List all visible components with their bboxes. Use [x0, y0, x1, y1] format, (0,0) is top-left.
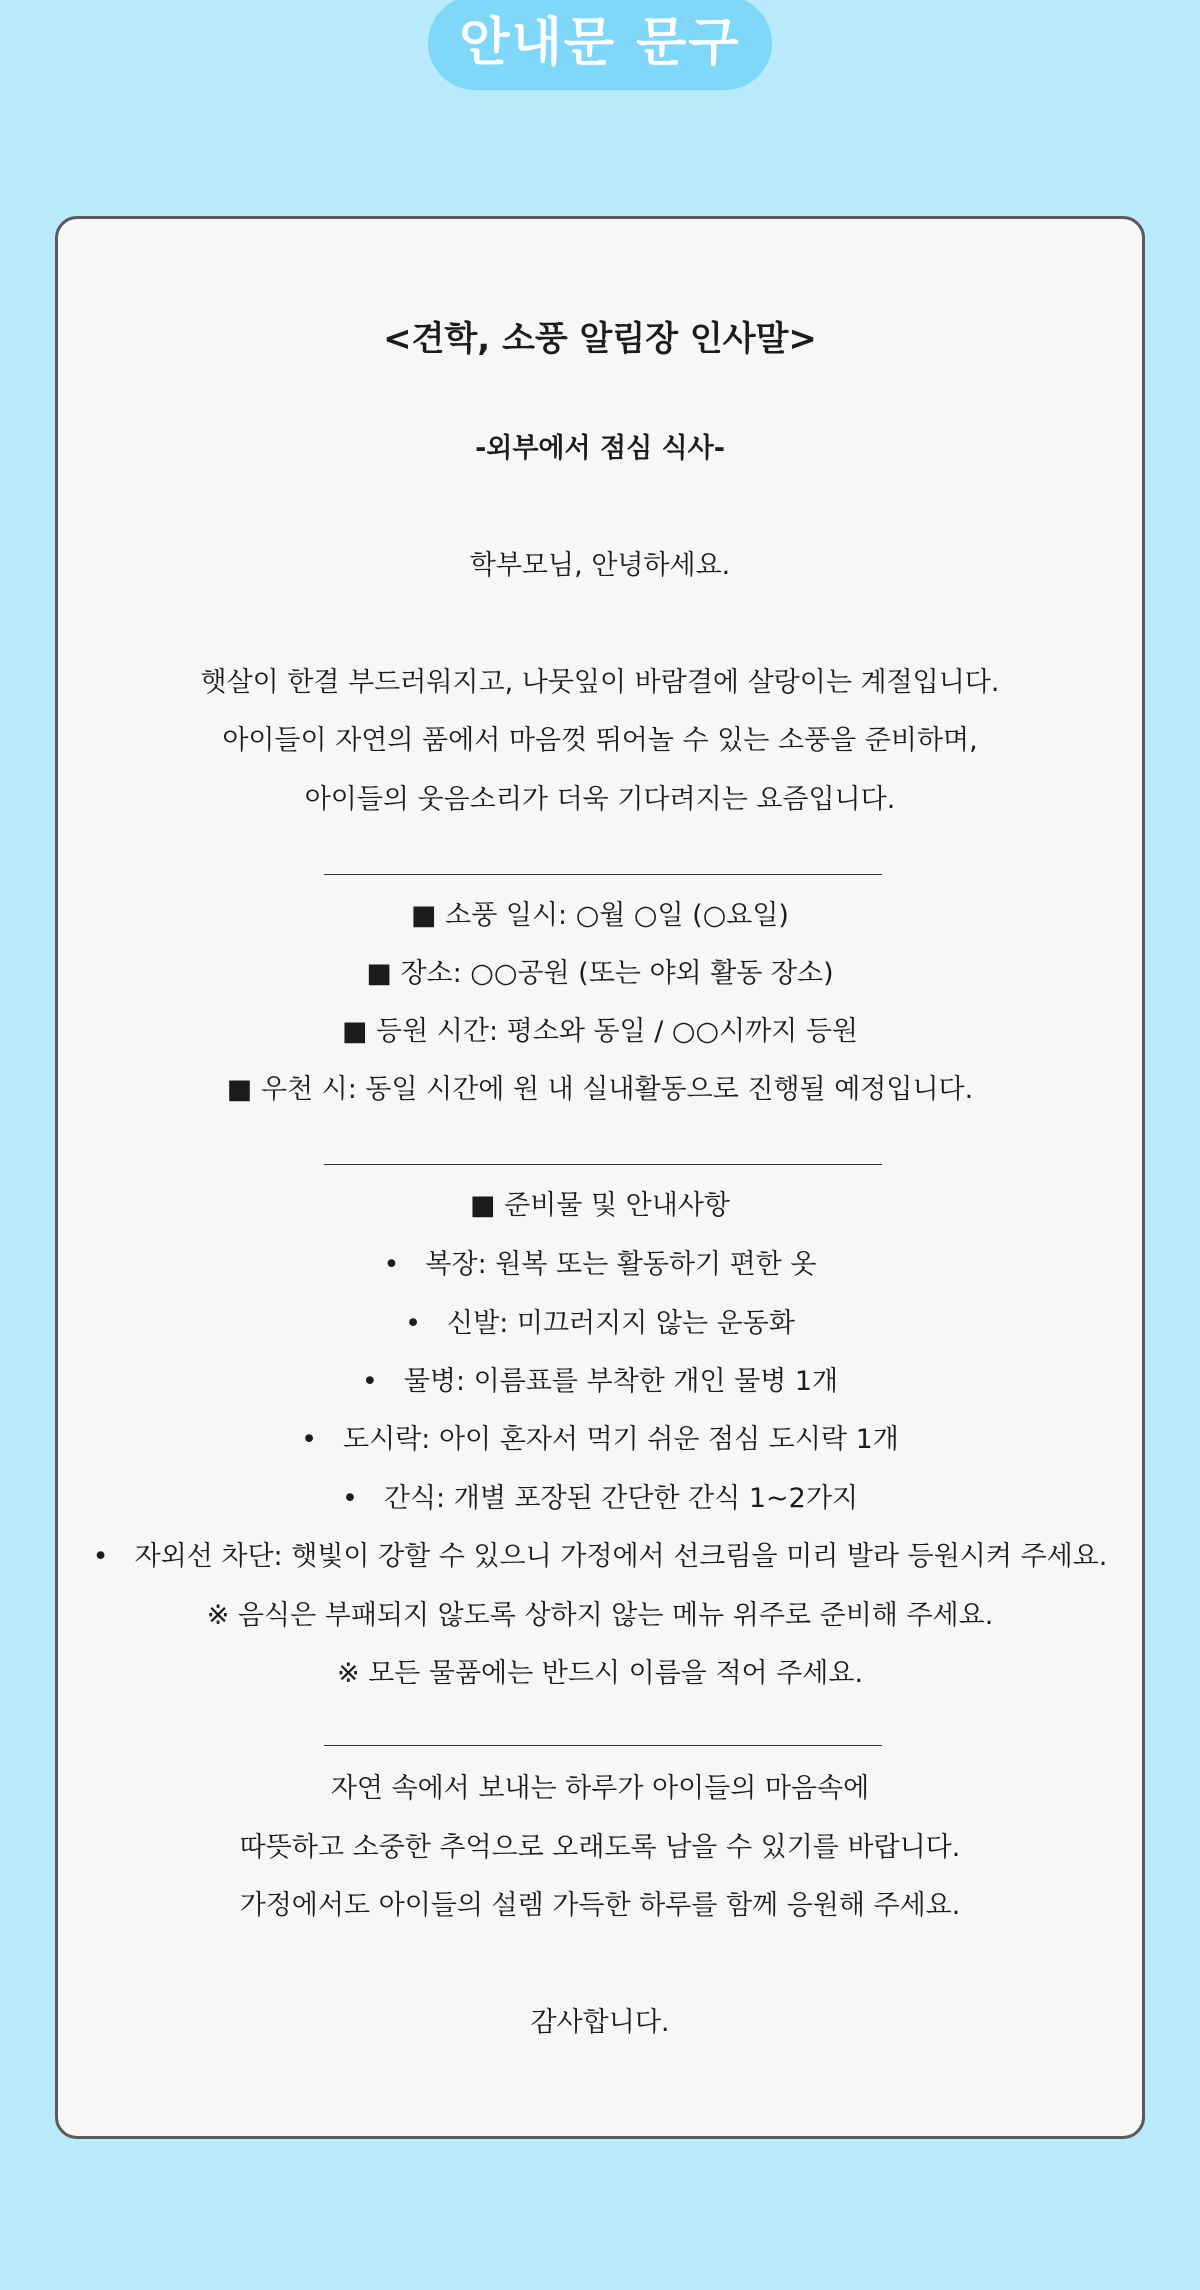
detail-rain-plan: ■ 우천 시: 동일 시간에 원 내 실내활동으로 진행될 예정입니다. [226, 1074, 974, 1105]
divider-2 [324, 1164, 882, 1165]
prep-item-text: 자외선 차단: 햇빛이 강할 수 있으니 가정에서 선크림을 미리 발라 등원시켜 주세요. [134, 1541, 1108, 1572]
prep-item-snack [58, 1479, 1142, 1519]
header-title: 안내문 문구 [459, 13, 741, 73]
prep-item-shoes [58, 1304, 1142, 1344]
prep-item-clothing [58, 1245, 1142, 1285]
intro-line-3: 아이들의 웃음소리가 더욱 기다려지는 요즘입니다. [304, 784, 896, 815]
intro-line-1: 햇살이 한결 부드러워지고, 나뭇잎이 바람결에 살랑이는 계절입니다. [200, 667, 1000, 698]
closing-line-3: 가정에서도 아이들의 설렘 가득한 하루를 함께 응원해 주세요. [239, 1890, 961, 1921]
prep-item-water-bottle [58, 1362, 1142, 1402]
note-names: ※ 모든 물품에는 반드시 이름을 적어 주세요. [336, 1658, 864, 1689]
closing-line-2: 따뜻하고 소중한 추억으로 오래도록 남을 수 있기를 바랍니다. [239, 1832, 961, 1863]
detail-arrival-time: ■ 등원 시간: 평소와 동일 / ○○시까지 등원 [341, 1016, 859, 1047]
notice-card [55, 216, 1145, 2139]
bullet-icon: • [301, 1424, 318, 1455]
prep-item-text: 신발: 미끄러지지 않는 운동화 [447, 1308, 795, 1339]
divider-3 [324, 1745, 882, 1746]
prep-heading: ■ 준비물 및 안내사항 [470, 1190, 730, 1221]
detail-date: ■ 소풍 일시: ○월 ○일 (○요일) [411, 900, 789, 931]
bullet-icon: • [383, 1249, 400, 1280]
header-title-badge [428, 0, 772, 90]
detail-place: ■ 장소: ○○공원 (또는 야외 활동 장소) [366, 958, 834, 989]
divider-1 [324, 874, 882, 875]
thanks: 감사합니다. [530, 2007, 670, 2038]
bullet-icon: • [92, 1541, 109, 1572]
bullet-icon: • [361, 1366, 378, 1397]
prep-item-lunchbox [58, 1420, 1142, 1460]
prep-item-sunscreen [58, 1537, 1142, 1577]
notice-subtitle: -외부에서 점심 식사- [475, 433, 725, 464]
intro-line-2: 아이들이 자연의 품에서 마음껏 뛰어놀 수 있는 소풍을 준비하며, [222, 725, 978, 756]
closing-line-1: 자연 속에서 보내는 하루가 아이들의 마음속에 [330, 1773, 870, 1804]
note-food: ※ 음식은 부패되지 않도록 상하지 않는 메뉴 위주로 준비해 주세요. [206, 1600, 994, 1631]
greeting: 학부모님, 안녕하세요. [469, 550, 731, 581]
notice-title: <견학, 소풍 알림장 인사말> [383, 319, 817, 359]
prep-item-text: 도시락: 아이 혼자서 먹기 쉬운 점심 도시락 1개 [343, 1424, 899, 1455]
prep-item-text: 물병: 이름표를 부착한 개인 물병 1개 [403, 1366, 839, 1397]
bullet-icon: • [405, 1308, 422, 1339]
prep-item-text: 간식: 개별 포장된 간단한 간식 1~2가지 [383, 1483, 859, 1514]
bullet-icon: • [341, 1483, 358, 1514]
prep-item-text: 복장: 원복 또는 활동하기 편한 옷 [425, 1249, 817, 1280]
